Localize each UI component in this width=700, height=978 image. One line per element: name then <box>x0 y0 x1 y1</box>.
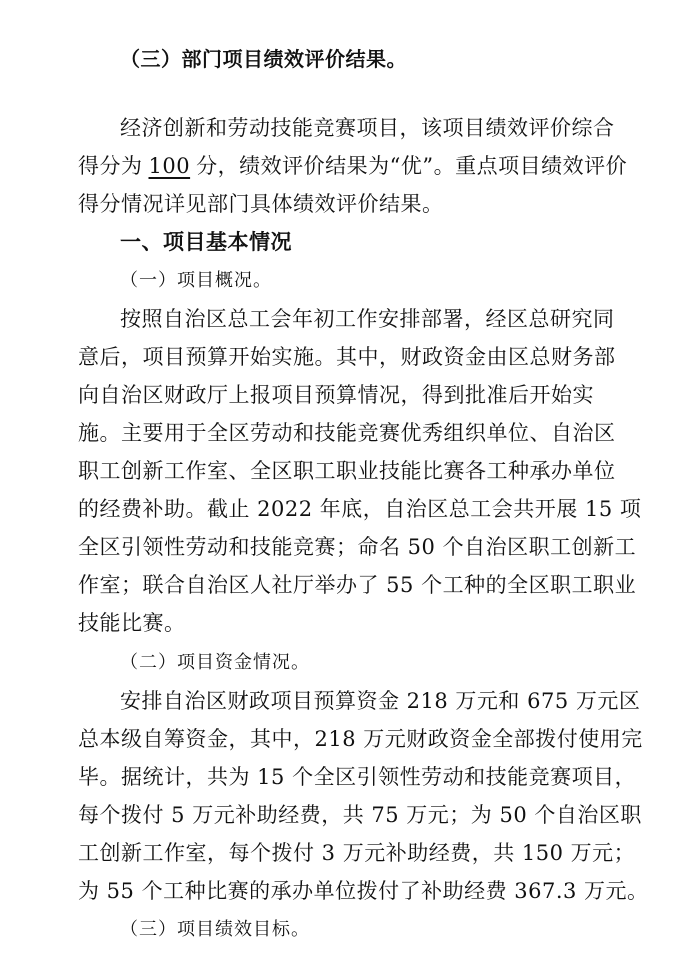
section-title: （三）部门项目绩效评价结果。 <box>120 47 407 71</box>
score-value: 100 <box>148 154 191 178</box>
subheading-performance-goals: （三）项目绩效目标。 <box>120 919 310 940</box>
overview-line-8: 作室；联合自治区人社厅举办了 55 个工种的全区职工职业 <box>78 573 637 597</box>
funding-line-2: 总本级自筹资金，其中，218 万元财政资金全部拨付使用完 <box>78 727 643 751</box>
overview-line-3: 向自治区财政厅上报项目预算情况，得到批准后开始实 <box>78 383 594 407</box>
overview-line-9: 技能比赛。 <box>78 611 186 635</box>
overview-line-2: 意后，项目预算开始实施。其中，财政资金由区总财务部 <box>78 345 616 369</box>
overview-line-7: 全区引领性劳动和技能竞赛；命名 50 个自治区职工创新工 <box>78 535 637 559</box>
overview-line-5: 职工创新工作室、全区职工职业技能比赛各工种承办单位 <box>78 459 616 483</box>
summary-line-2 <box>78 151 627 181</box>
summary-line-1: 经济创新和劳动技能竞赛项目，该项目绩效评价综合 <box>120 116 615 140</box>
summary-line-2-suffix: 分，绩效评价结果为“优”。重点项目绩效评价 <box>196 154 628 178</box>
summary-line-2-prefix: 得分为 <box>78 154 143 178</box>
overview-line-6: 的经费补助。截止 2022 年底，自治区总工会共开展 15 项 <box>78 497 642 521</box>
overview-line-4: 施。主要用于全区劳动和技能竞赛优秀组织单位、自治区 <box>78 421 616 445</box>
heading-project-basics: 一、项目基本情况 <box>120 230 292 254</box>
funding-line-6: 为 55 个工种比赛的承办单位拨付了补助经费 367.3 万元。 <box>78 879 649 903</box>
subheading-overview: （一）项目概况。 <box>120 270 272 291</box>
funding-line-1: 安排自治区财政项目预算资金 218 万元和 675 万元区 <box>120 689 641 713</box>
funding-line-5: 工创新工作室，每个拨付 3 万元补助经费，共 150 万元； <box>78 841 636 865</box>
summary-line-3: 得分情况详见部门具体绩效评价结果。 <box>78 192 444 216</box>
funding-line-3: 毕。据统计，共为 15 个全区引领性劳动和技能竞赛项目， <box>78 765 637 789</box>
funding-line-4: 每个拨付 5 万元补助经费，共 75 万元；为 50 个自治区职 <box>78 803 642 827</box>
subheading-funding: （二）项目资金情况。 <box>120 652 310 673</box>
overview-line-1: 按照自治区总工会年初工作安排部署，经区总研究同 <box>120 307 615 331</box>
